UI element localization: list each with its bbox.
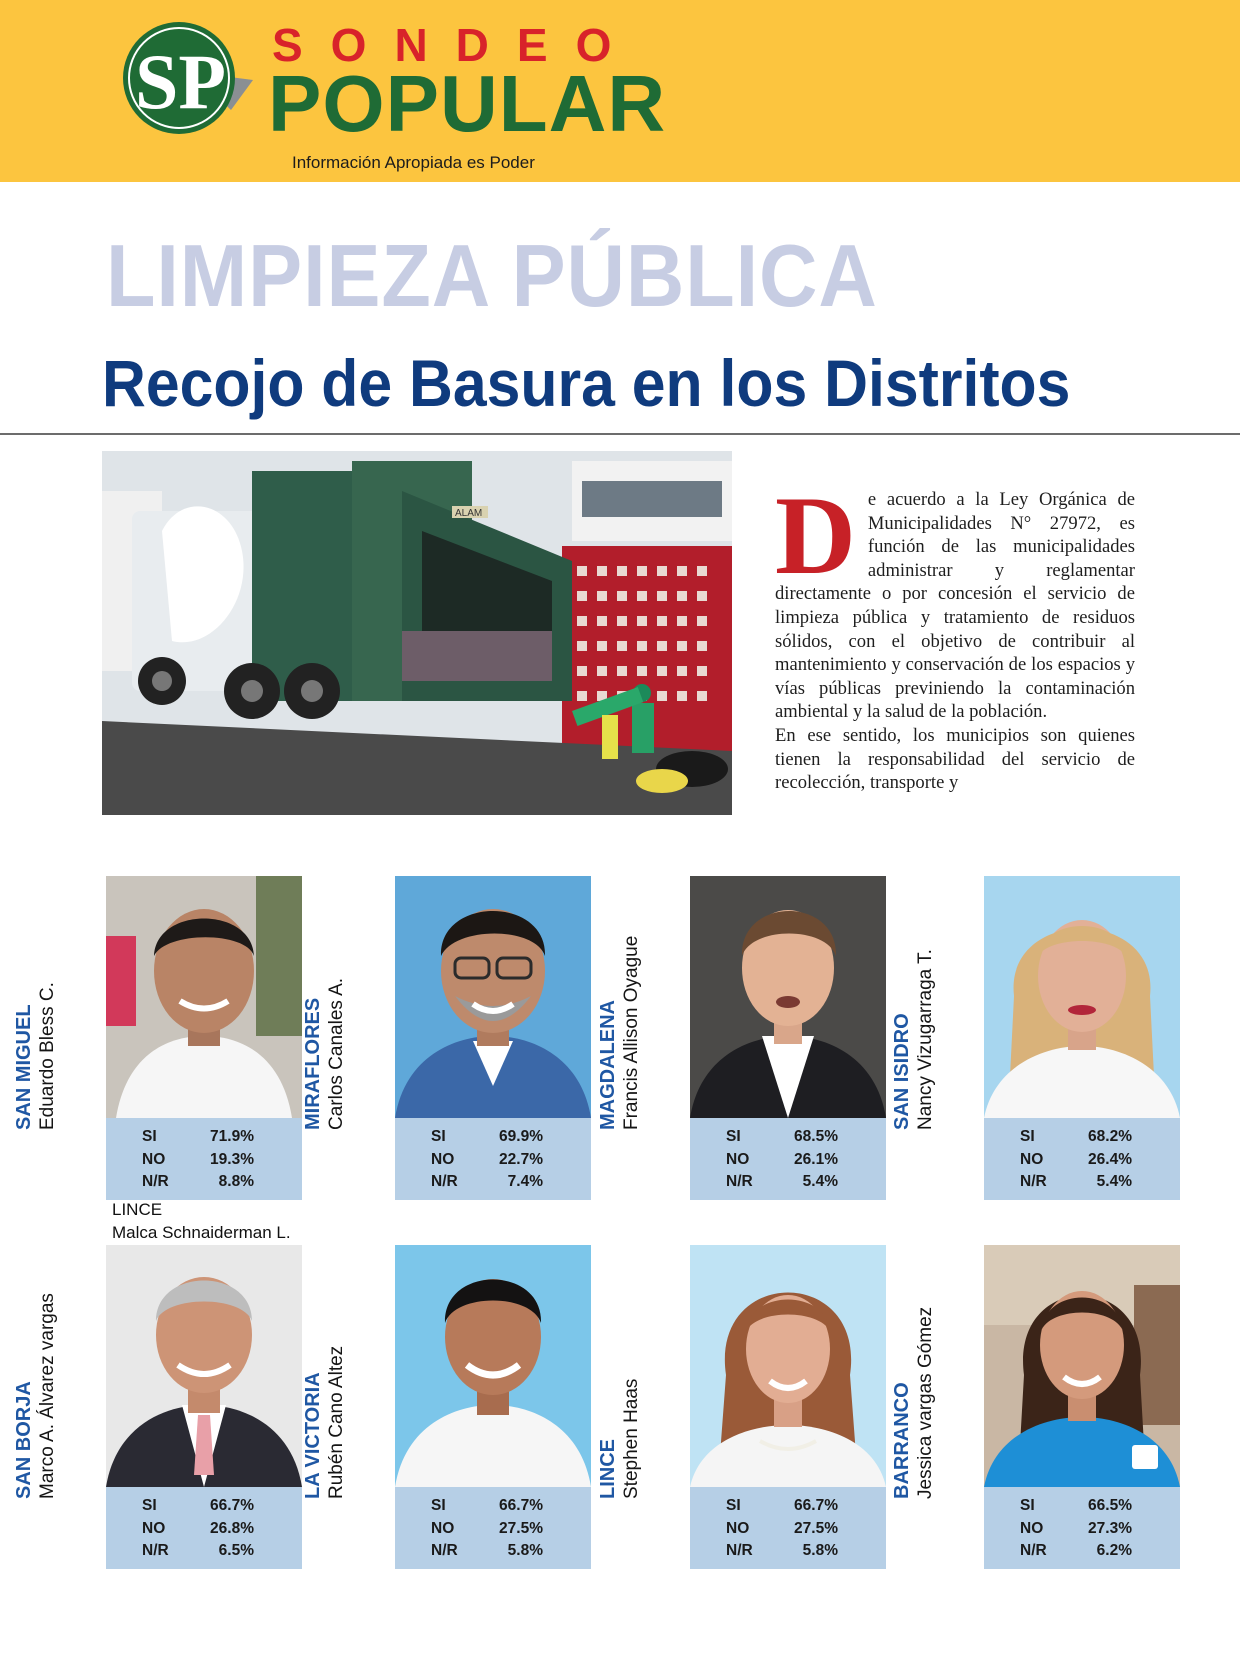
drop-cap: D xyxy=(775,474,856,598)
mayor-portrait xyxy=(690,1245,886,1487)
result-nr: N/R 5.4% xyxy=(726,1173,838,1190)
si-value: 66.7% xyxy=(794,1497,838,1514)
si-value: 66.5% xyxy=(1088,1497,1132,1514)
candidate-card-la-victoria xyxy=(302,1245,639,1569)
mayor-portrait xyxy=(690,876,886,1118)
nr-value: 5.8% xyxy=(802,1542,838,1559)
district-name: BARRANCO xyxy=(891,1382,913,1499)
mayor-name: Eduardo Bless C. xyxy=(37,982,58,1130)
mayor-portrait xyxy=(106,876,302,1118)
no-value: 26.8% xyxy=(210,1519,254,1537)
truck-label: ALAM xyxy=(455,508,483,519)
nr-value: 5.8% xyxy=(507,1542,543,1559)
article-paragraph-1: e acuerdo a la Ley Orgánica de Municipalidades N° 27972, es función de las municipalidades administrar y reglamentar directamente o por concesión el servicio de limpieza pública y tratamiento de residuos sólidos, con el objetivo de contribuir al mantenimiento y conservación de los espacios y vías públicas previniendo la contaminación ambiental y la salud de la población. xyxy=(775,489,1135,723)
mayor-name: Marco A. Álvarez vargas xyxy=(37,1293,58,1499)
candidate-label xyxy=(891,876,984,1200)
poll-results xyxy=(984,1487,1180,1569)
mayor-name: Jessica vargas Gómez xyxy=(915,1306,936,1499)
article-body xyxy=(775,474,1135,795)
result-nr: N/R 5.8% xyxy=(431,1542,543,1559)
divider xyxy=(0,433,1240,435)
candidate-card-miraflores xyxy=(302,876,639,1200)
result-no: NO 22.7% xyxy=(431,1150,543,1168)
result-nr: N/R 6.5% xyxy=(142,1542,254,1559)
nr-value: 5.4% xyxy=(1096,1173,1132,1190)
logo-letters: SP xyxy=(135,38,227,125)
district-name: SAN ISIDRO xyxy=(891,1013,913,1130)
poll-results xyxy=(106,1487,302,1569)
candidate-label xyxy=(597,1245,690,1569)
result-nr: N/R 6.2% xyxy=(1020,1542,1132,1559)
district-name: LA VICTORIA xyxy=(302,1372,324,1499)
nr-value: 8.8% xyxy=(218,1173,254,1190)
no-value: 19.3% xyxy=(210,1150,254,1168)
section-kicker: LIMPIEZA PÚBLICA xyxy=(106,226,878,325)
brand-sondeo: SONDEO xyxy=(272,19,640,71)
lince-note-district: LINCE xyxy=(112,1200,163,1219)
result-no: NO 26.8% xyxy=(142,1519,254,1537)
garbage-truck-photo xyxy=(102,451,732,815)
no-value: 27.5% xyxy=(499,1519,543,1537)
no-value: 26.1% xyxy=(794,1150,838,1168)
result-no: NO 27.3% xyxy=(1020,1519,1132,1537)
result-si: SI 71.9% xyxy=(142,1128,254,1145)
si-value: 69.9% xyxy=(499,1128,543,1145)
nr-value: 6.2% xyxy=(1096,1542,1132,1559)
result-si: SI 66.7% xyxy=(726,1497,838,1514)
candidate-label xyxy=(13,876,106,1200)
article-paragraph-2: En ese sentido, los municipios son quienes tienen la responsabilidad del servicio de recolección, transporte y xyxy=(775,724,1135,794)
candidate-label xyxy=(597,876,690,1200)
candidate-label xyxy=(13,1245,106,1569)
mayor-portrait xyxy=(395,876,591,1118)
candidate-card-san-isidro xyxy=(891,876,1228,1200)
mayor-portrait xyxy=(395,1245,591,1487)
district-name: SAN MIGUEL xyxy=(13,1004,35,1130)
result-si: SI 66.7% xyxy=(431,1497,543,1514)
district-name: MAGDALENA xyxy=(597,1000,619,1130)
header-band xyxy=(0,0,1240,182)
si-value: 68.5% xyxy=(794,1128,838,1145)
result-nr: N/R 5.8% xyxy=(726,1542,838,1559)
result-nr: N/R 8.8% xyxy=(142,1173,254,1190)
district-name: MIRAFLORES xyxy=(302,997,324,1130)
poll-results xyxy=(106,1118,302,1200)
mayor-name: Stephen Haas xyxy=(621,1378,642,1499)
result-no: NO 27.5% xyxy=(726,1519,838,1537)
candidate-card-magdalena xyxy=(597,876,934,1200)
no-value: 27.5% xyxy=(794,1519,838,1537)
nr-value: 7.4% xyxy=(507,1173,543,1190)
poll-results xyxy=(984,1118,1180,1200)
result-si: SI 68.5% xyxy=(726,1128,838,1145)
brand-popular: POPULAR xyxy=(268,59,667,148)
mayor-name: Rubén Cano Altez xyxy=(326,1345,347,1499)
lince-note xyxy=(112,1198,291,1244)
sondeo-popular-logo xyxy=(121,20,261,138)
nr-value: 6.5% xyxy=(218,1542,254,1559)
result-no: NO 19.3% xyxy=(142,1150,254,1168)
si-value: 68.2% xyxy=(1088,1128,1132,1145)
poll-results xyxy=(690,1487,886,1569)
poll-results xyxy=(690,1118,886,1200)
result-nr: N/R 5.4% xyxy=(1020,1173,1132,1190)
mayor-name: Nancy Vizugarraga T. xyxy=(915,949,936,1130)
si-value: 66.7% xyxy=(499,1497,543,1514)
mayor-portrait xyxy=(984,876,1180,1118)
poll-results xyxy=(395,1118,591,1200)
nr-value: 5.4% xyxy=(802,1173,838,1190)
candidate-label xyxy=(302,876,395,1200)
candidate-card-barranco xyxy=(891,1245,1228,1569)
mayor-name: Francis Allison Oyague xyxy=(621,935,642,1130)
no-value: 27.3% xyxy=(1088,1519,1132,1537)
si-value: 66.7% xyxy=(210,1497,254,1514)
no-value: 26.4% xyxy=(1088,1150,1132,1168)
result-si: SI 66.7% xyxy=(142,1497,254,1514)
lince-note-name: Malca Schnaiderman L. xyxy=(112,1223,291,1242)
result-nr: N/R 7.4% xyxy=(431,1173,543,1190)
result-si: SI 68.2% xyxy=(1020,1128,1132,1145)
result-si: SI 66.5% xyxy=(1020,1497,1132,1514)
mayor-portrait xyxy=(106,1245,302,1487)
no-value: 22.7% xyxy=(499,1150,543,1168)
result-no: NO 26.1% xyxy=(726,1150,838,1168)
result-no: NO 26.4% xyxy=(1020,1150,1132,1168)
tagline: Información Apropiada es Poder xyxy=(292,153,535,172)
district-name: SAN BORJA xyxy=(13,1381,35,1499)
si-value: 71.9% xyxy=(210,1128,254,1145)
result-si: SI 69.9% xyxy=(431,1128,543,1145)
mayor-name: Carlos Canales A. xyxy=(326,977,347,1130)
candidate-label xyxy=(302,1245,395,1569)
district-name: LINCE xyxy=(597,1439,619,1499)
candidate-card-lince xyxy=(597,1245,934,1569)
poll-results xyxy=(395,1487,591,1569)
page-headline: Recojo de Basura en los Distritos xyxy=(102,346,1071,420)
result-no: NO 27.5% xyxy=(431,1519,543,1537)
candidate-label xyxy=(891,1245,984,1569)
mayor-portrait xyxy=(984,1245,1180,1487)
